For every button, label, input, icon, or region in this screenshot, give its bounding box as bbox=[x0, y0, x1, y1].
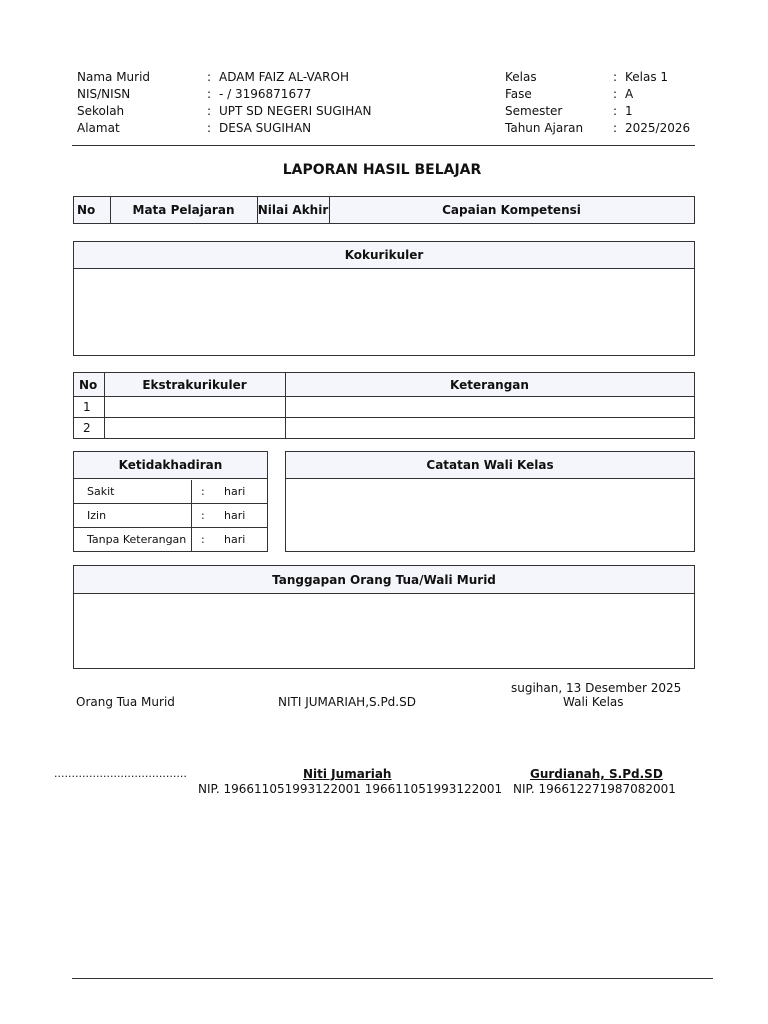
value-sekolah: UPT SD NEGERI SUGIHAN bbox=[219, 104, 372, 118]
attendance-unit: hari bbox=[224, 485, 246, 498]
kokurikuler-title: Kokurikuler bbox=[74, 242, 694, 269]
attendance-colon: : bbox=[201, 533, 205, 546]
colon: : bbox=[207, 121, 212, 135]
label-fase: Fase bbox=[505, 87, 532, 101]
label-alamat: Alamat bbox=[77, 121, 120, 135]
attendance-title: Ketidakhadiran bbox=[74, 452, 267, 479]
divider bbox=[285, 373, 286, 438]
parent-signature-label: Orang Tua Murid bbox=[76, 695, 175, 709]
label-kelas: Kelas bbox=[505, 70, 537, 84]
attendance-label-sakit: Sakit bbox=[87, 485, 115, 498]
header-divider bbox=[72, 145, 695, 146]
teacher-notes-section bbox=[285, 451, 695, 552]
table-row-note bbox=[289, 418, 689, 438]
value-nama-murid: ADAM FAIZ AL-VAROH bbox=[219, 70, 349, 84]
subjects-table bbox=[73, 196, 695, 224]
parent-signature-line: ...................................... bbox=[54, 767, 187, 780]
kokurikuler-section bbox=[73, 241, 695, 356]
colon: : bbox=[613, 121, 618, 135]
label-nama-murid: Nama Murid bbox=[77, 70, 151, 84]
value-kelas: Kelas 1 bbox=[625, 70, 669, 84]
value-alamat: DESA SUGIHAN bbox=[219, 121, 312, 135]
colon: : bbox=[207, 104, 212, 118]
colon: : bbox=[613, 70, 618, 84]
col-nilai-akhir: Nilai Akhir bbox=[257, 203, 329, 217]
col-no: No bbox=[79, 377, 98, 392]
homeroom-name: Gurdianah, S.Pd.SD bbox=[530, 767, 663, 781]
table-row-no: 1 bbox=[83, 400, 91, 414]
col-keterangan: Keterangan bbox=[450, 377, 529, 392]
colon: : bbox=[613, 104, 618, 118]
parent-response-title: Tanggapan Orang Tua/Wali Murid bbox=[74, 566, 694, 594]
table-row-no: 2 bbox=[83, 421, 91, 435]
col-capaian-kompetensi: Capaian Kompetensi bbox=[442, 203, 581, 217]
parent-response-section bbox=[73, 565, 695, 669]
table-row-name bbox=[108, 418, 283, 438]
label-sekolah: Sekolah bbox=[77, 104, 125, 118]
attendance-label-izin: Izin bbox=[87, 509, 107, 522]
col-ekstrakurikuler: Ekstrakurikuler bbox=[142, 377, 247, 392]
value-tahun-ajaran: 2025/2026 bbox=[625, 121, 691, 135]
attendance-section bbox=[73, 451, 268, 552]
attendance-colon: : bbox=[201, 485, 205, 498]
colon: : bbox=[207, 87, 212, 101]
teacher-nip: NIP. 196611051993122001 196611051993122001 bbox=[198, 782, 503, 796]
homeroom-signature-label: Wali Kelas bbox=[563, 695, 624, 709]
ekstrakurikuler-table bbox=[73, 372, 695, 439]
page-title: LAPORAN HASIL BELAJAR bbox=[282, 162, 482, 178]
place-date: sugihan, 13 Desember 2025 bbox=[511, 681, 682, 695]
divider bbox=[104, 373, 105, 438]
label-semester: Semester bbox=[505, 104, 563, 118]
teacher-notes-title: Catatan Wali Kelas bbox=[286, 452, 694, 479]
attendance-unit: hari bbox=[224, 533, 246, 546]
footer-divider bbox=[72, 978, 713, 979]
attendance-colon: : bbox=[201, 509, 205, 522]
teacher-signature-label: NITI JUMARIAH,S.Pd.SD bbox=[278, 695, 416, 709]
divider bbox=[191, 480, 192, 551]
attendance-unit: hari bbox=[224, 509, 246, 522]
value-semester: 1 bbox=[625, 104, 633, 118]
colon: : bbox=[207, 70, 212, 84]
label-tahun-ajaran: Tahun Ajaran bbox=[505, 121, 584, 135]
attendance-label-tanpa-keterangan: Tanpa Keterangan bbox=[87, 533, 187, 546]
colon: : bbox=[613, 87, 618, 101]
homeroom-nip: NIP. 196612271987082001 bbox=[513, 782, 676, 796]
table-row-name bbox=[108, 397, 283, 417]
value-nis-nisn: - / 3196871677 bbox=[219, 87, 312, 101]
col-no: No bbox=[77, 203, 96, 217]
table-row-note bbox=[289, 397, 689, 417]
value-fase: A bbox=[625, 87, 634, 101]
teacher-name: Niti Jumariah bbox=[303, 767, 392, 781]
label-nis-nisn: NIS/NISN bbox=[77, 87, 131, 101]
col-mata-pelajaran: Mata Pelajaran bbox=[132, 203, 235, 217]
